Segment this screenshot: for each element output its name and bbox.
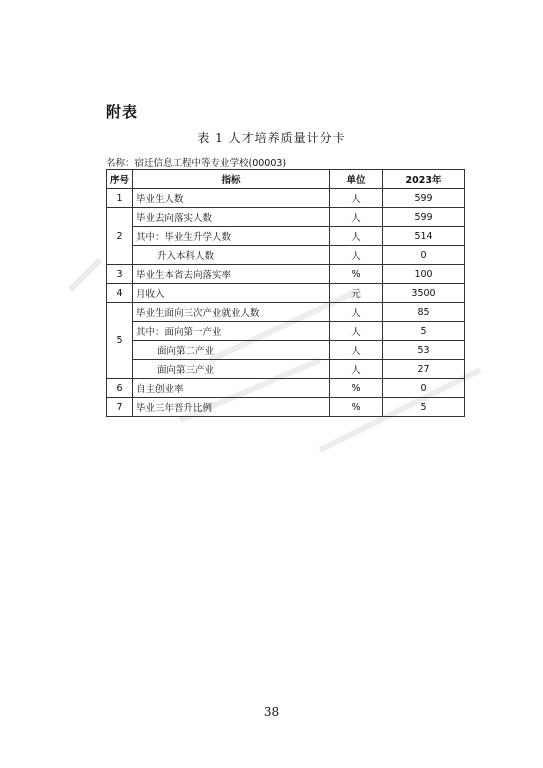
section-title: 附表 [106, 103, 139, 121]
table-row [107, 322, 465, 341]
row-unit: 人 [330, 227, 383, 246]
row-unit: 人 [330, 322, 383, 341]
row-indicator: 毕业生面向三次产业就业人数 [133, 303, 330, 322]
page-number: 38 [263, 705, 280, 719]
row-indicator: 面向第二产业 [133, 341, 330, 360]
row-unit: % [330, 398, 383, 417]
table-row [107, 303, 465, 322]
table-row [107, 265, 465, 284]
talent-quality-scorecard-table [106, 169, 465, 417]
table-row [107, 208, 465, 227]
row-indicator: 自主创业率 [133, 379, 330, 398]
row-indicator: 面向第三产业 [133, 360, 330, 379]
table-header-row [107, 170, 465, 189]
row-num: 2 [107, 208, 133, 265]
row-num: 4 [107, 284, 133, 303]
row-indicator: 月收入 [133, 284, 330, 303]
row-indicator: 毕业去向落实人数 [133, 208, 330, 227]
row-indicator: 毕业生本省去向落实率 [133, 265, 330, 284]
row-num: 5 [107, 303, 133, 379]
row-num: 7 [107, 398, 133, 417]
row-unit: 人 [330, 360, 383, 379]
row-num: 6 [107, 379, 133, 398]
row-unit: 元 [330, 284, 383, 303]
table-row [107, 284, 465, 303]
row-num: 3 [107, 265, 133, 284]
row-value: 5 [383, 398, 465, 417]
row-value: 53 [383, 341, 465, 360]
row-unit: 人 [330, 189, 383, 208]
row-indicator: 升入本科人数 [133, 246, 330, 265]
row-unit: 人 [330, 208, 383, 227]
row-value: 0 [383, 246, 465, 265]
table-row [107, 379, 465, 398]
table-row [107, 189, 465, 208]
row-value: 5 [383, 322, 465, 341]
row-indicator: 毕业三年晋升比例 [133, 398, 330, 417]
school-name: 名称：宿迁信息工程中等专业学校(00003) [106, 158, 287, 169]
table-row [107, 360, 465, 379]
row-unit: % [330, 379, 383, 398]
row-indicator: 其中：面向第一产业 [133, 322, 330, 341]
row-unit: 人 [330, 341, 383, 360]
row-value: 599 [383, 208, 465, 227]
row-indicator: 毕业生人数 [133, 189, 330, 208]
row-value: 0 [383, 379, 465, 398]
row-num: 1 [107, 189, 133, 208]
row-indicator: 其中：毕业生升学人数 [133, 227, 330, 246]
table-row [107, 227, 465, 246]
row-value: 27 [383, 360, 465, 379]
row-value: 514 [383, 227, 465, 246]
header-num: 序号 [107, 170, 133, 189]
row-unit: 人 [330, 246, 383, 265]
row-value: 100 [383, 265, 465, 284]
row-unit: % [330, 265, 383, 284]
row-unit: 人 [330, 303, 383, 322]
row-value: 3500 [383, 284, 465, 303]
table-row [107, 341, 465, 360]
row-value: 599 [383, 189, 465, 208]
row-value: 85 [383, 303, 465, 322]
header-year: 2023年 [383, 170, 465, 189]
table-caption: 表 1 人才培养质量计分卡 [197, 131, 346, 145]
header-indicator: 指标 [133, 170, 330, 189]
table-row [107, 398, 465, 417]
table-row [107, 246, 465, 265]
header-unit: 单位 [330, 170, 383, 189]
